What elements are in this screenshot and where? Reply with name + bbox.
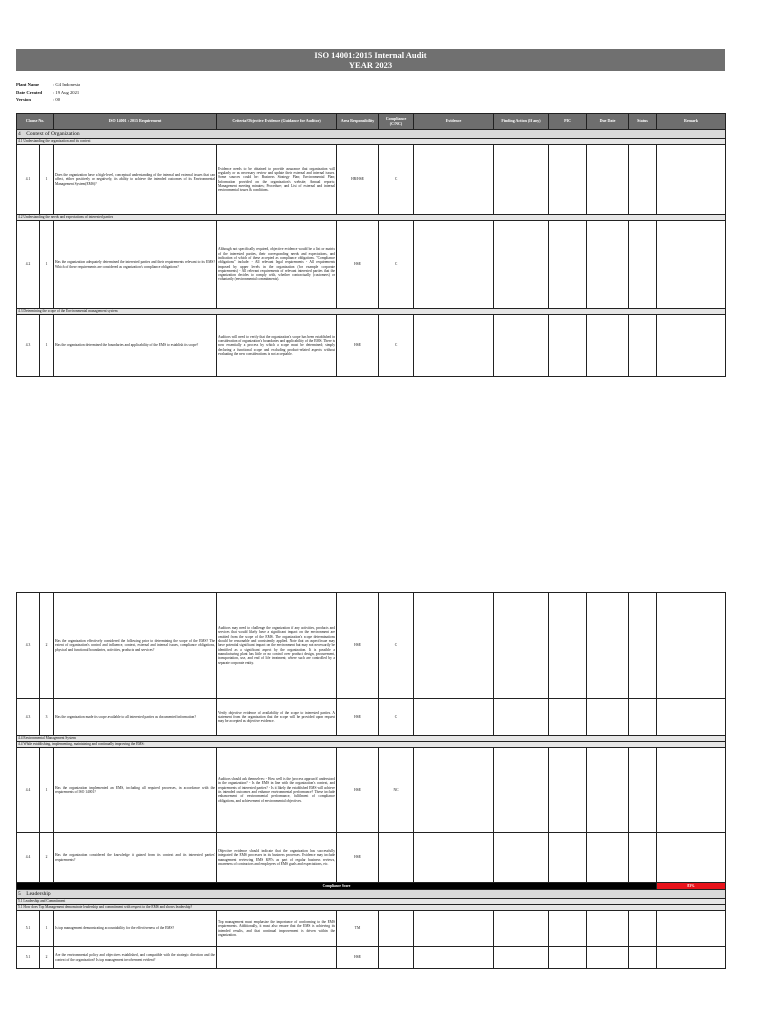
requirement-cell: Has the organization considered the knowledge it gained from its context and its interested parties' requirements? xyxy=(54,833,217,883)
report-title: ISO 14001:2015 Internal Audit xyxy=(314,50,427,60)
table-row xyxy=(17,315,726,377)
pic-cell[interactable] xyxy=(549,748,587,833)
due-date-cell[interactable] xyxy=(587,911,629,947)
evidence-cell[interactable] xyxy=(414,911,494,947)
area-cell: TM xyxy=(337,911,379,947)
pic-cell[interactable] xyxy=(549,593,587,699)
finding-cell[interactable] xyxy=(494,947,549,969)
compliance-score-label: Compliance Score xyxy=(17,883,657,890)
due-date-cell[interactable] xyxy=(587,593,629,699)
table-row xyxy=(17,145,726,215)
audit-table-part2 xyxy=(16,592,726,969)
finding-cell[interactable] xyxy=(494,315,549,377)
area-cell: HSE xyxy=(337,315,379,377)
clause-cell: 4.2 xyxy=(17,221,40,309)
finding-cell[interactable] xyxy=(494,833,549,883)
compliance-score-row xyxy=(17,883,726,890)
requirement-cell: Is top management demonstrating accountability for the effectiveness of the EMS? xyxy=(54,911,217,947)
item-number: 2 xyxy=(40,947,54,969)
status-cell[interactable] xyxy=(629,145,657,215)
col-evidence: Evidence xyxy=(414,114,494,130)
pic-cell[interactable] xyxy=(549,315,587,377)
status-cell[interactable] xyxy=(629,748,657,833)
pic-cell[interactable] xyxy=(549,833,587,883)
criteria-cell: Top management must emphasize the importance of conforming to the EMS requirements. Additionally, it must also ensure that the EMS is achieving its intended results, and that continual improvement is driven within the organization. xyxy=(217,911,337,947)
item-number: 1 xyxy=(40,315,54,377)
section-number: 4 xyxy=(18,130,21,137)
clause-cell: 5.1 xyxy=(17,947,40,969)
compliance-cell[interactable]: C xyxy=(379,221,414,309)
area-cell: HSE xyxy=(337,699,379,736)
evidence-cell[interactable] xyxy=(414,593,494,699)
evidence-cell[interactable] xyxy=(414,748,494,833)
col-pic: PIC xyxy=(549,114,587,130)
table-row xyxy=(17,593,726,699)
subsection-title: 4.1 Understanding the organization and its context xyxy=(17,139,726,145)
subsection-title: 4.4 While establishing, implementing, maintaining and continually improving the EMS: xyxy=(17,742,726,748)
table-row xyxy=(17,221,726,309)
clause-cell: 4.3 xyxy=(17,315,40,377)
meta-label: Date Created xyxy=(16,89,43,95)
clause-cell: 4.3 xyxy=(17,593,40,699)
status-cell[interactable] xyxy=(629,593,657,699)
requirement-cell: Has the organization determined the boundaries and applicability of the EMS to establish its scope? xyxy=(54,315,217,377)
subsection-title: 5.1 Leadership and Commitment xyxy=(17,899,726,905)
meta-value: : 19 Aug 2021 xyxy=(53,89,80,95)
remark-cell[interactable] xyxy=(657,911,726,947)
due-date-cell[interactable] xyxy=(587,699,629,736)
pic-cell[interactable] xyxy=(549,699,587,736)
col-clause: Clause No. xyxy=(17,114,54,130)
criteria-cell: Verify objective evidence of availability of the scope to interested parties. A statement from the organization that the scope will be provided upon request may be accepted as objective evidence. xyxy=(217,699,337,736)
clause-cell: 4.4 xyxy=(17,748,40,833)
criteria-cell: Auditors should ask themselves: - How well is the 'process approach' understood in the organization? - Is the EMS in line with the organization's context, and requirements of interested parties? - Is it likely the established EMS will achieve its intended outcomes and enhance environmental performance? These include enhancement of environmental performance, fulfilment of compliance obligations, and achievement of environmental objectives. xyxy=(217,748,337,833)
evidence-cell[interactable] xyxy=(414,833,494,883)
evidence-cell[interactable] xyxy=(414,315,494,377)
compliance-cell[interactable] xyxy=(379,911,414,947)
area-cell: HSE xyxy=(337,748,379,833)
section-title: Leadership xyxy=(26,890,51,897)
finding-cell[interactable] xyxy=(494,748,549,833)
due-date-cell[interactable] xyxy=(587,145,629,215)
subsection-title: 5.1 How does Top Management demonstrate leadership and commitment with respect to the EMS and shows leadership? xyxy=(17,905,726,911)
finding-cell[interactable] xyxy=(494,699,549,736)
remark-cell[interactable] xyxy=(657,748,726,833)
col-requirement: ISO 14001 : 2015 Requirement xyxy=(54,114,217,130)
compliance-cell[interactable]: C xyxy=(379,145,414,215)
meta-row xyxy=(16,96,80,104)
clause-cell: 5.1 xyxy=(17,911,40,947)
col-due-date: Due Date xyxy=(587,114,629,130)
meta-label: Version xyxy=(16,97,31,102)
col-area: Area Responsibility xyxy=(337,114,379,130)
audit-table-part1 xyxy=(16,113,726,377)
table-row xyxy=(17,911,726,947)
criteria-cell xyxy=(217,947,337,969)
area-cell: HSE xyxy=(337,947,379,969)
status-cell[interactable] xyxy=(629,911,657,947)
table-row xyxy=(17,699,726,736)
report-year: YEAR 2023 xyxy=(348,60,393,70)
criteria-cell: Auditors may need to challenge the organization if any activities, products and services that would likely have a significant impact on the environment are omitted from the scope of the EMS. The organization's scope determinations should be reasonable and consistently applied. Note that an aspect/issue may have potential significant impact on the environment but may not necessarily be identified as a significant aspect by the organization. It is possible a manufacturing plant has little or no control over product design, procurement, transportation, use, and end of life treatment; where such are controlled by a separate corporate entity. xyxy=(217,593,337,699)
item-number: 1 xyxy=(40,748,54,833)
col-remark: Remark xyxy=(657,114,726,130)
section-row xyxy=(17,130,726,139)
subsection-title: 4.2 Understanding the needs and expectations of interested parties xyxy=(17,215,726,221)
col-finding: Finding Action (If any) xyxy=(494,114,549,130)
compliance-cell[interactable]: C xyxy=(379,593,414,699)
subsection-title: 4.4 Environmental Management System xyxy=(17,736,726,742)
meta-row xyxy=(16,81,80,89)
subsection-title: 4.3 Determining the scope of the Environmental management system xyxy=(17,309,726,315)
item-number: 3 xyxy=(40,699,54,736)
pic-cell[interactable] xyxy=(549,145,587,215)
finding-cell[interactable] xyxy=(494,593,549,699)
due-date-cell[interactable] xyxy=(587,315,629,377)
due-date-cell[interactable] xyxy=(587,947,629,969)
clause-cell: 4.1 xyxy=(17,145,40,215)
criteria-cell: Although not specifically required, objective evidence would be a list or matrix of the interested parties, their corresponding needs and expectations, and indication of which of these accepted as compliance obligations. "Compliance obligations" include: - All relevant legal requirements - All requirements imposed by upper levels in the organization (for example corporate requirements) - All relevant requirements of relevant interested parties that the organization decides to comply with, whether contractually (customers) or voluntarily (environmental commitments). xyxy=(217,221,337,309)
requirement-cell: Has the organization made its scope available to all interested parties as documented information? xyxy=(54,699,217,736)
report-banner xyxy=(16,49,725,71)
compliance-cell[interactable] xyxy=(379,947,414,969)
compliance-score-value: 83% xyxy=(657,883,726,890)
requirement-cell: Does the organization have a high-level, conceptual understanding of the internal and external issues that can affect, either positively or negatively, its ability to achieve the intended outcomes of its Environmental Management System(EMS)? xyxy=(54,145,217,215)
clause-cell: 4.4 xyxy=(17,833,40,883)
remark-cell[interactable] xyxy=(657,947,726,969)
clause-cell: 4.3 xyxy=(17,699,40,736)
header-row xyxy=(17,114,726,130)
status-cell[interactable] xyxy=(629,833,657,883)
col-criteria: Criteria/Objective Evidence (Guidance for Auditor) xyxy=(217,114,337,130)
section-title: Context of Organization xyxy=(26,130,80,137)
meta-value: : 00 xyxy=(53,97,61,102)
criteria-cell: Objective evidence should indicate that the organization has successfully integrated the EMS processes in its business processes. Evidence may include management reviewing EMS KPI's as part of regular business reviews, awareness of contractors and employees of EMS goals and expectations, etc. xyxy=(217,833,337,883)
criteria-cell: Evidence needs to be obtained to provide assurance that organization will regularly or as necessary review and update their external and internal issues. Some sources could be: Business Strategy Plan; Environmental Plan; Information provided on the organization's website; Annual reports; Management meeting minutes; Procedure; and List of external and internal environmental issues & conditions. xyxy=(217,145,337,215)
status-cell[interactable] xyxy=(629,315,657,377)
table-row xyxy=(17,748,726,833)
evidence-cell[interactable] xyxy=(414,221,494,309)
finding-cell[interactable] xyxy=(494,911,549,947)
item-number: 2 xyxy=(40,593,54,699)
item-number: 1 xyxy=(40,911,54,947)
item-number: 1 xyxy=(40,221,54,309)
remark-cell[interactable] xyxy=(657,145,726,215)
status-cell[interactable] xyxy=(629,699,657,736)
remark-cell[interactable] xyxy=(657,699,726,736)
remark-cell[interactable] xyxy=(657,221,726,309)
report-meta xyxy=(16,81,80,104)
compliance-cell[interactable]: C xyxy=(379,699,414,736)
compliance-cell[interactable]: NC xyxy=(379,748,414,833)
item-number: 1 xyxy=(40,145,54,215)
compliance-cell[interactable] xyxy=(379,833,414,883)
area-cell: HSE xyxy=(337,593,379,699)
finding-cell[interactable] xyxy=(494,145,549,215)
evidence-cell[interactable] xyxy=(414,947,494,969)
requirement-cell: Are the environmental policy and objectives established, and compatible with the strategic direction and the context of the organization? Is top management involvement evident? xyxy=(54,947,217,969)
due-date-cell[interactable] xyxy=(587,221,629,309)
remark-cell[interactable] xyxy=(657,315,726,377)
evidence-cell[interactable] xyxy=(414,699,494,736)
meta-value: : G4 Indonesia xyxy=(53,82,81,87)
pic-cell[interactable] xyxy=(549,221,587,309)
pic-cell[interactable] xyxy=(549,947,587,969)
finding-cell[interactable] xyxy=(494,221,549,309)
col-compliance: Compliance (C/NC) xyxy=(379,114,414,130)
area-cell: HSE xyxy=(337,221,379,309)
compliance-cell[interactable]: C xyxy=(379,315,414,377)
evidence-cell[interactable] xyxy=(414,145,494,215)
remark-cell[interactable] xyxy=(657,833,726,883)
requirement-cell: Has the organization adequately determined the interested parties and their requirements relevant to its EMS? Which of these requirements are considered as organization's compliance obligations? xyxy=(54,221,217,309)
item-number: 2 xyxy=(40,833,54,883)
criteria-cell: Auditors will need to verify that the organization's scope has been established in consideration of organization's boundaries and applicability of the EMS. There is now essentially a process by which a scope must be determined; simply declaring a functional scope and excluding product-related aspects without evaluating the new considerations is not acceptable. xyxy=(217,315,337,377)
col-status: Status xyxy=(629,114,657,130)
status-cell[interactable] xyxy=(629,221,657,309)
table-row xyxy=(17,947,726,969)
table-row xyxy=(17,833,726,883)
due-date-cell[interactable] xyxy=(587,833,629,883)
section-row xyxy=(17,890,726,899)
remark-cell[interactable] xyxy=(657,593,726,699)
meta-row xyxy=(16,89,80,97)
area-cell: HSE xyxy=(337,833,379,883)
requirement-cell: Has the organization implemented an EMS, including all required processes, in accordance with the requirements of ISO 14001? xyxy=(54,748,217,833)
requirement-cell: Has the organization effectively considered the following prior to determining the scope of the EMS? The extent of organization's control and influence, context, external and internal issues, compliance obligations, physical and functional boundaries, activities, products and services? xyxy=(54,593,217,699)
area-cell: HR/HSE xyxy=(337,145,379,215)
section-number: 5 xyxy=(18,890,21,897)
status-cell[interactable] xyxy=(629,947,657,969)
due-date-cell[interactable] xyxy=(587,748,629,833)
meta-label: Plant Name xyxy=(16,82,40,87)
pic-cell[interactable] xyxy=(549,911,587,947)
